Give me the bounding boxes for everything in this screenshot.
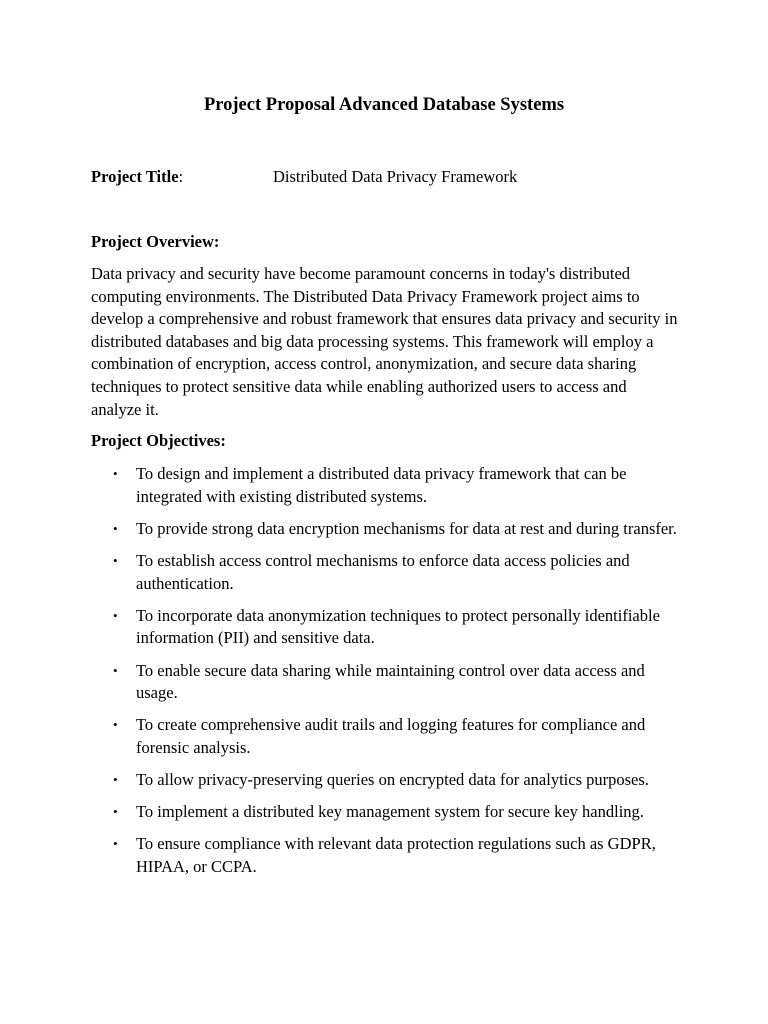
bullet-icon: • (113, 772, 118, 788)
list-item (0, 463, 681, 508)
bullet-icon: • (113, 607, 118, 623)
list-item (0, 660, 681, 705)
list-item (0, 801, 681, 824)
bullet-icon: • (113, 466, 118, 481)
objective-text: To establish access control mechanisms to enforce data access policies and authentication. (136, 550, 630, 593)
objective-text: To create comprehensive audit trails and logging features for compliance and forensic analysis. (136, 715, 646, 757)
bullet-icon: • (113, 520, 118, 536)
objective-text: To provide strong data encryption mechanisms for data at rest and during transfer. (136, 518, 677, 538)
overview-paragraph: Data privacy and security have become paramount concerns in today's distributed computing environments. The Distributed Data Privacy Framework project aims to develop a comprehensive and robust framework that ensures data privacy and security in distributed databases and big data processing systems. This framework will employ a combination of encryption, access control, anonymization, and secure data sharing techniques to protect sensitive data while enabling authorized users to access and analyze it. (91, 264, 678, 419)
overview-heading: Project Overview: (91, 232, 220, 251)
objective-text: To design and implement a distributed data privacy framework that can be integrated with existing distributed systems. (136, 464, 627, 506)
objective-text: To allow privacy-preserving queries on encrypted data for analytics purposes. (136, 770, 649, 790)
objectives-heading: Project Objectives: (91, 431, 226, 450)
list-item (0, 550, 681, 595)
objective-text: To ensure compliance with relevant data protection regulations such as GDPR, HIPAA, or CCPA. (136, 834, 656, 877)
list-item (0, 714, 681, 759)
project-title-label-row (91, 166, 183, 188)
objective-text: To implement a distributed key management system for secure key handling. (136, 802, 644, 822)
objectives-list (0, 463, 768, 888)
list-item (0, 518, 681, 541)
list-item (0, 605, 681, 650)
list-item (0, 769, 681, 792)
document-title: Project Proposal Advanced Database Systems (203, 95, 565, 115)
bullet-icon: • (113, 836, 118, 852)
project-title-colon: : (178, 167, 184, 186)
bullet-icon: • (113, 552, 118, 568)
project-title-value: Distributed Data Privacy Framework (273, 167, 518, 186)
bullet-icon: • (113, 662, 118, 678)
bullet-icon: • (113, 804, 118, 820)
bullet-icon: • (113, 717, 118, 733)
objective-text: To incorporate data anonymization techniques to protect personally identifiable information (PII) and sensitive data. (136, 605, 660, 648)
project-title-label: Project Title (91, 167, 179, 186)
list-item (0, 833, 681, 878)
objective-text: To enable secure data sharing while maintaining control over data access and usage. (136, 660, 645, 703)
